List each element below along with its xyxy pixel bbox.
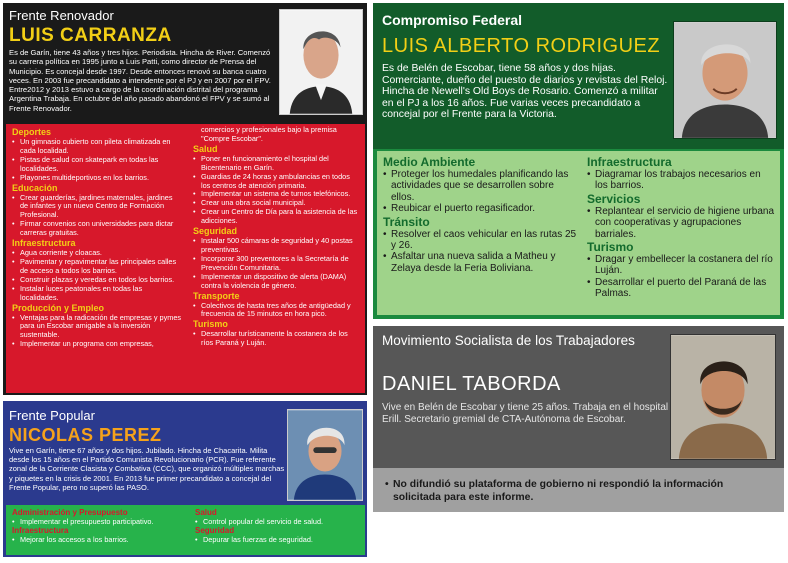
section-produccion-empleo [12,303,182,350]
list-item: • Crear una obra social municipal. [193,199,361,208]
section-title: Administración y Presupuesto [12,508,128,517]
candidate-panel-carranza [3,3,367,395]
list-item: • Un gimnasio cubierto con pileta climatizada en cada localidad. [12,138,182,156]
candidate-panel-perez [3,401,367,557]
platform-column-right [193,126,361,348]
list-item: • Desarrollar el puerto del Paraná de las Palmas. [587,277,775,300]
list-item: • Implementar un programa con empresas, [12,340,182,349]
party-name: Frente Popular [9,408,95,423]
list-item: • Firmar convenios con universidades para dictar carreras gratuitas. [12,220,182,238]
party-name: Compromiso Federal [382,12,523,28]
section-title: Seguridad [193,226,238,237]
list-item: • Crear un Centro de Día para la asistencia de las adicciones. [193,208,361,226]
section-turismo [193,319,361,348]
list-item: • Guardias de 24 horas y ambulancias en todos los centros de atención primaria. [193,173,361,191]
candidate-photo [670,334,776,460]
list-item: • Depurar las fuerzas de seguridad. [195,535,361,544]
list-item: • Instalar luces peatonales en todas las localidades. [12,285,182,303]
platform-column-left [12,508,192,544]
party-name: Frente Renovador [9,8,114,23]
list-item: • Colectivos de hasta tres años de antigüedad y frecuencia de 15 minutos en hora pico. [193,302,361,320]
section-transporte [193,291,361,320]
section-title: Infraestructura [12,238,76,249]
list-item: • Incorporar 300 preventores a la Secretaría de Prevención Comunitaria. [193,255,361,273]
list-item: • Asfaltar una nueva salida a Matheu y Zelaya desde la Feria Boliviana. [383,251,579,274]
platform-box [6,124,365,393]
list-item: • No difundió su plataforma de gobierno ni respondió la información solicitada para este informe. [385,478,772,504]
list-item: • Implementar el presupuesto participativo. [12,517,192,526]
candidate-photo [287,409,363,501]
section-turismo [587,240,775,300]
list-item: • Reubicar el puerto regasificador. [383,203,579,214]
section-title: Transporte [193,290,240,301]
portrait-perez [288,410,362,500]
section-infraestructura [587,155,775,192]
candidate-bio: Es de Belén de Escobar, tiene 58 años y dos hijas. Comerciante, dueño del puesto de diarios y revistas del Reloj. Hincha de Newell's Old Boys de Rosario. Comenzó a militar en el PJ a los 16 años. Fue varias veces precandidato a concejal por el Frente para la Victoria. [382,63,668,121]
candidate-photo [673,21,777,139]
candidate-bio: Vive en Belén de Escobar y tiene 25 años. Trabaja en el hospital Erill. Secretario gremial de CTA-Autónoma de Escobar. [382,402,669,425]
section-title: Turismo [193,319,228,330]
portrait-carranza [280,10,362,114]
section-transito [383,215,579,275]
section-administracion [12,508,192,526]
candidate-name: LUIS CARRANZA [9,25,172,46]
section-title: Turismo [587,240,634,255]
section-medio-ambiente [383,155,579,215]
candidate-bio: Es de Garín, tiene 43 años y tres hijos. Periodista. Hincha de River. Comenzó su carrera política en 1995 junto a Luis Patti, como director de Prensa del Municipio. Es concejal desde 1997. Desde entonces renovó su banca cuatro veces. En 2003 fue precandidato a intendente por el PJ y en 2007 por el FPV. Entre2012 y 2013 estuvo a cargo de la coordinación distrital del programa Argentina Trabaja. En octubre del año pasado abandonó el FPV y se sumó al Frente Renovador. [9,48,271,113]
list-item: • Agua corriente y cloacas. [12,249,182,258]
section-title: Salud [193,143,218,154]
section-salud [193,144,361,226]
section-title: Servicios [587,191,641,206]
list-item: • Ventajas para la radicación de empresas y pymes para un Escobar amigable a la inversión sustentable. [12,314,182,341]
section-seguridad [193,226,361,290]
platform-column-right [587,155,775,300]
platform-box [6,505,365,555]
list-item: • Resolver el caos vehicular en las rutas 25 y 26. [383,229,579,252]
section-seguridad [195,526,361,544]
no-platform-note [373,468,784,512]
list-item: • Dragar y embellecer la costanera del río Luján. [587,254,775,277]
section-title: Infraestructura [587,155,672,169]
list-item: • Implementar un sistema de turnos telefónicos. [193,190,361,199]
list-item: • Instalar 500 cámaras de seguridad y 40 postas preventivas. [193,237,361,255]
section-infraestructura [12,238,182,302]
list-item: • Replantear el servicio de higiene urbana con cooperativas y agrupaciones barriales. [587,206,775,240]
list-item: • Proteger los humedales planificando las actividades que se desarrollen sobre ellos. [383,169,579,203]
section-title: Medio Ambiente [383,155,476,169]
candidate-name: NICOLAS PEREZ [9,425,162,445]
section-title: Producción y Empleo [12,302,105,313]
section-servicios [587,192,775,240]
section-title: Deportes [12,127,52,137]
platform-column-left [383,155,579,274]
list-item: • Playones multideportivos en los barrios. [12,174,182,183]
section-deportes [12,127,182,183]
portrait-rodriguez [674,22,776,138]
section-title: Infraestructura [12,526,69,535]
list-item: • Control popular del servicio de salud. [195,517,361,526]
party-name: Movimiento Socialista de los Trabajadores [382,333,635,348]
candidate-photo [279,9,363,115]
section-title: Educación [12,182,58,193]
candidate-name: LUIS ALBERTO RODRIGUEZ [382,35,661,57]
section-infraestructura [12,526,192,544]
list-item: • Crear guarderías, jardines maternales, jardines de infantes y un nuevo Centro de Formación Profesional. [12,194,182,221]
list-item: • Diagramar los trabajos necesarios en los barrios. [587,169,775,192]
continued-text: comercios y profesionales bajo la premisa "Compre Escobar". [201,125,337,143]
platform-box [377,151,780,315]
candidate-panel-taborda [373,326,784,512]
portrait-taborda [671,335,775,459]
section-educacion [12,183,182,239]
list-item: • Pavimentar y repavimentar las principales calles de acceso a todos los barrios. [12,258,182,276]
candidate-panel-rodriguez [373,3,784,319]
candidate-name: DANIEL TABORDA [382,373,561,395]
section-title: Tránsito [383,214,430,229]
list-item: • Pistas de salud con skatepark en todas las localidades. [12,156,182,174]
section-title: Seguridad [195,526,235,535]
list-item: • Construir plazas y veredas en todos los barrios. [12,276,182,285]
list-item: • Implementar un dispositivo de alerta (DAMA) contra la violencia de género. [193,273,361,291]
section-title: Salud [195,508,217,517]
list-item: • Poner en funcionamiento el hospital del Bicentenario en Garín. [193,155,361,173]
list-item: • Mejorar los accesos a los barrios. [12,535,192,544]
platform-column-left [12,127,182,349]
candidate-bio: Vive en Garín, tiene 67 años y dos hijos. Jubilado. Hincha de Chacarita. Milita desde los 15 años en el Partido Comunista Revolucionario (PCR). Fue referente zonal de la Corriente Clasista y Combativa (CCC), que organizó múltiples marchas y piquetes en la crisis de 2001. En 2013 fue primer precandidato a concejal del Frente Popular, pero no superó las PASO. [9,446,285,492]
list-item: • Desarrollar turísticamente la costanera de los ríos Paraná y Luján. [193,330,361,348]
section-salud [195,508,361,526]
platform-column-right [195,508,361,544]
